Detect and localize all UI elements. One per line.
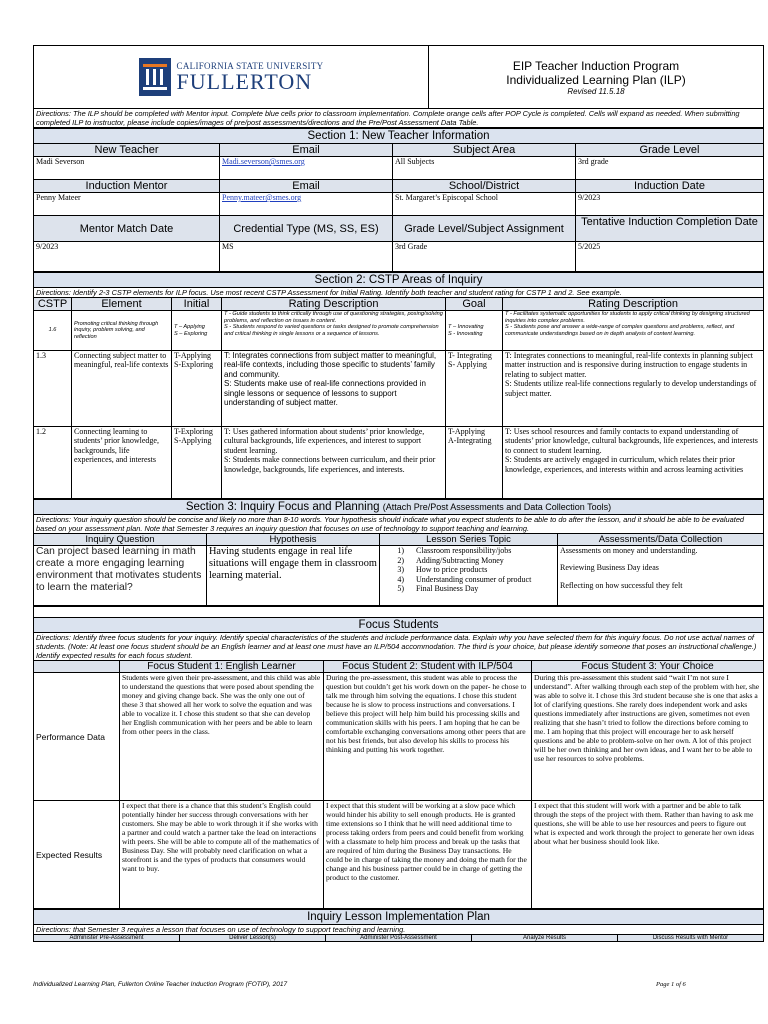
example-goal: T – Innovating S - Innovating	[446, 311, 503, 351]
new-teacher-value: Madi Severson	[34, 157, 220, 180]
lesson-series-list: 1) Classroom responsibility/jobs 2) Adding/Subtracting Money 3) How to price products 4) Understanding consumer of product 5) Final Business Day	[380, 546, 558, 606]
mentor-email-header: Email	[220, 180, 393, 193]
completion-value: 5/2025	[576, 242, 764, 272]
university-name: CALIFORNIA STATE UNIVERSITY	[176, 61, 324, 71]
section3-title	[34, 500, 764, 515]
assignment-header: Grade Level/Subject Assignment	[393, 216, 576, 242]
logo-cell	[34, 46, 429, 109]
header-directions: Directions: The ILP should be completed with Mentor input. Complete blue cells prior to classroom implementation. Complete orange cells after POP Cycle is completed. Cells will expand as needed. When submitting completed ILP to instructor, please include copies/images of pre/post assessments/directions and the Pre/Post Assessment Data Table.	[34, 109, 764, 128]
assessment-1: Assessments on money and understanding.	[560, 546, 698, 555]
goal-header: Goal	[446, 298, 503, 311]
section1-table	[33, 128, 764, 272]
assignment-value: 3rd Grade	[393, 242, 576, 272]
hypothesis-header: Hypothesis	[207, 534, 380, 546]
example-rating: T - Guide students to think critically through use of questioning strategies, posing/solving problems, and reflection on issues in content. S - Students respond to varied questions or tasks designed to promote comprehension and critical thinking in single lessons or a sequence of lessons.	[222, 311, 446, 351]
mentor-value: Penny Mateer	[34, 193, 220, 216]
hypothesis-value: Having students engage in real life situations will engage them in classroom learning material.	[207, 546, 380, 606]
footer-left: Individualized Learning Plan, Fullerton Online Teacher Induction Program (FOTIP), 2017	[33, 981, 288, 988]
assessments-list	[558, 546, 764, 606]
csuf-seal-icon	[139, 58, 171, 96]
performance-data-label: Performance Data	[34, 673, 120, 801]
goal-rating-header: Rating Description	[503, 298, 764, 311]
example-initial: T – Applying S – Exploring	[172, 311, 222, 351]
example-element: Promoting critical thinking through inquiry, problem solving, and reflection	[72, 311, 172, 351]
revised-date: Revised 11.5.18	[567, 86, 625, 96]
col-discuss-results: Discuss Results with Mentor	[618, 935, 764, 942]
section3-table	[33, 499, 764, 606]
implementation-title: Inquiry Lesson Implementation Plan	[34, 910, 764, 925]
cstp-row2-initial: T-Exploring S-Applying	[172, 427, 222, 499]
ilp-document	[33, 45, 764, 942]
focus-student-3-expected: I expect that this student will work with a partner and be able to talk through the steps of the project with them. Rather than having to ask me questions, she will be able to use her resources and peers to figure out what is expected and work through the project to generate her own ideas about what her business should look like.	[532, 801, 764, 909]
header-table	[33, 45, 764, 128]
program-cell	[429, 46, 764, 109]
grade-header: Grade Level	[576, 144, 764, 157]
focus-title: Focus Students	[34, 618, 764, 633]
section3-directions: Directions: Your inquiry question should be concise and likely no more than 8-10 words. Your hypothesis should indicate what you expect students to be able to do after the lesson, and it should be able to be evaluated based on your assessment plan. Note that Semester 3 requires an inquiry question that focuses on use of technology to support teaching and learning.	[34, 515, 764, 534]
lesson-topic-3: How to price products	[416, 565, 488, 574]
email-header: Email	[220, 144, 393, 157]
cstp-row1-goal-rating: T: Integrates connections to meaningful, real-life contexts in planning subject matter instruction and is responsive during instruction to engage students in relating to subject matter. S: Students utilize real-life connections regularly to develop understandings of subject matter.	[503, 351, 764, 427]
assessment-3: Reflecting on how successful they felt	[560, 580, 683, 590]
new-teacher-header: New Teacher	[34, 144, 220, 157]
cstp-row1-element: Connecting subject matter to meaningful, real-life contexts	[72, 351, 172, 427]
inquiry-question-header: Inquiry Question	[34, 534, 207, 546]
focus-student-2-performance: During the pre-assessment, this student was able to process the question but couldn’t get his work down on the paper- he chose to talk me through him solving the equations. I chose this student because he is slow to process instructions and conversations. I believe this project will help him build his processing skills and communication skills with his peers. I am hoping that he can be comfortable exchanging conversations among other peers that are not his best friends, but also develop his skills to process his thinking and putting his work together.	[324, 673, 532, 801]
assessment-2: Reviewing Business Day ideas	[560, 563, 659, 573]
subject-value: All Subjects	[393, 157, 576, 180]
school-value: St. Margaret’s Episcopal School	[393, 193, 576, 216]
focus-student-3-performance: During this pre-assessment this student said “wait I’m not sure I understand”. After walking through each step of the problem with her, she was able to solve it. I chose this 3rd student because she is one that asks a lot of clarifying questions. She rarely does independent work and asks questions immediately after instructions are given, sometimes not even realizing that she hasn’t tried to follow the directions before coming to me. I am hoping that this project will encourage her to ask herself questions and be able to problem-solve on her own. A lot of this project will be her own thinking and her own ideas, and I want her to be able to use her resources to solve problems.	[532, 673, 764, 801]
grade-value: 3rd grade	[576, 157, 764, 180]
section1-title: Section 1: New Teacher Information	[34, 129, 764, 144]
example-goal-rating: T - Facilitates systematic opportunities for students to apply critical thinking by designing structured inquiries into complex problems. S - Students pose and answer a wide-range of complex questions and problems, reflect, and communicate understandings based on in depth analysis of content learning.	[503, 311, 764, 351]
lesson-topic-4: Understanding consumer of product	[416, 574, 532, 584]
col-deliver-lessons: Deliver Lesson(s)	[180, 935, 326, 942]
focus-student-2-expected: I expect that this student will be working at a slow pace which would hinder his ability to sell enough products. He is granted time extensions so I think that he will need additional time to process taking orders from peers and could benefit from working with a classmate to help him process and break up the tasks that are required of him during the Business Day transactions. He could be in charge of taking the money and doing the math for the change and his business partner could be in charge of getting the product to the customer.	[324, 801, 532, 909]
focus-student-3-header: Focus Student 3: Your Choice	[532, 661, 764, 673]
section3-title-sub: (Attach Pre/Post Assessments and Data Collection Tools)	[382, 502, 612, 512]
lesson-topic-5: Final Business Day	[416, 584, 479, 593]
rating-header: Rating Description	[222, 298, 446, 311]
lesson-topic-1: Classroom responsibility/jobs	[416, 546, 512, 555]
example-cstp: 1.6	[34, 311, 72, 351]
cstp-row1-goal: T- Integrating S- Applying	[446, 351, 503, 427]
focus-student-2-header: Focus Student 2: Student with ILP/504	[324, 661, 532, 673]
inquiry-question-value: Can project based learning in math create a more engaging learning environment that motivates students to learn the material?	[34, 546, 207, 606]
section2-table	[33, 272, 764, 499]
assessments-header: Assessments/Data Collection	[558, 534, 764, 546]
focus-student-1-performance: Students were given their pre-assessment, and this child was able to understand the questions that were posed about spending the money and giving change back. She was the only one out of these 3 that showed all her work to solve the equation and was able to vocalize it. I chose this student so that she can develop her English communication with her peers and be able to learn from other peers in the class.	[120, 673, 324, 801]
credential-header: Credential Type (MS, SS, ES)	[220, 216, 393, 242]
induction-date-value: 9/2023	[576, 193, 764, 216]
cstp-row2-element: Connecting learning to students’ prior knowledge, backgrounds, life experiences, and interests	[72, 427, 172, 499]
section3-title-main: Section 3: Inquiry Focus and Planning	[185, 501, 380, 513]
focus-students-table	[33, 606, 764, 909]
cstp-row1-number: 1.3	[34, 351, 72, 427]
cstp-row2-rating: T: Uses gathered information about students’ prior knowledge, cultural backgrounds, life experiences, and interest to support student learning. S: Students make connections between curriculum, and their prior knowledge, backgrounds, life experiences, and interests.	[222, 427, 446, 499]
expected-results-label: Expected Results	[34, 801, 120, 909]
focus-directions: Directions: Identify three focus students for your inquiry. Identify special characteristics of the students and include performance data. Explain why you have selected them for this inquiry focus. Do not use actual names of students. (Note: At least one focus student should be an English learner and at least one must have an ILP/504 accommodation. The third is your choice, but please identify someone that poses an instructional challenge.) Identify expected results for each focus student.	[34, 633, 764, 661]
initial-header: Initial	[172, 298, 222, 311]
match-date-value: 9/2023	[34, 242, 220, 272]
cstp-row2-goal: T-Applying A-Integrating	[446, 427, 503, 499]
implementation-table	[33, 909, 764, 942]
focus-student-1-expected: I expect that there is a chance that this student’s English could potentially hinder her success through conversations with her customers. She may be able to work through it if she works with a partner and could watch a partner take the lead on interactions with peers. She will be able to compute all of the mathematics of Business Day. She will probably need clarification on what a storefront is and the types of products that consumers would want to buy.	[120, 801, 324, 909]
cstp-header: CSTP	[34, 298, 72, 311]
footer-page-number: Page 1 of 6	[656, 981, 686, 988]
lesson-series-header: Lesson Series Topic	[380, 534, 558, 546]
section2-title: Section 2: CSTP Areas of Inquiry	[34, 273, 764, 288]
teacher-email-link[interactable]: Madi.severson@smes.org	[222, 157, 305, 166]
lesson-topic-2: Adding/Subtracting Money	[416, 555, 504, 565]
col-pre-assessment: Administer Pre-Assessment	[34, 935, 180, 942]
program-title: EIP Teacher Induction Program	[512, 58, 680, 73]
credential-value: MS	[220, 242, 393, 272]
implementation-directions: Directions: that Semester 3 requires a lesson that focuses on use of technology to support teaching and learning.	[34, 925, 764, 935]
focus-student-1-header: Focus Student 1: English Learner	[120, 661, 324, 673]
cstp-row2-goal-rating: T: Uses school resources and family contacts to expand understanding of students’ prior knowledge, cultural backgrounds, life experiences, and interests to connect to student learning. S: Students are actively engaged in curriculum, which relates their prior knowledge, experiences, and interests within and across learning activities	[503, 427, 764, 499]
col-post-assessment: Administer Post-Assessment	[326, 935, 472, 942]
mentor-header: Induction Mentor	[34, 180, 220, 193]
completion-header: Tentative Induction Completion Date	[576, 216, 764, 242]
match-date-header: Mentor Match Date	[34, 216, 220, 242]
cstp-row2-number: 1.2	[34, 427, 72, 499]
col-analyze-results: Analyze Results	[472, 935, 618, 942]
cstp-row1-rating: T: Integrates connections from subject matter to meaningful, real-life contexts, including those specific to students’ family and community. S: Students make use of real-life connections provided in single lessons or sequence of lessons to support understanding of subject matter.	[222, 351, 446, 427]
campus-name: FULLERTON	[176, 69, 313, 94]
mentor-email-link[interactable]: Penny.mateer@smes.org	[222, 193, 302, 202]
induction-date-header: Induction Date	[576, 180, 764, 193]
section2-directions: Directions: Identify 2-3 CSTP elements for ILP focus. Use most recent CSTP Assessment for Initial Rating. Identify both teacher and student rating for CSTP 1 and 2. See example.	[34, 288, 764, 298]
element-header: Element	[72, 298, 172, 311]
plan-title: Individualized Learning Plan (ILP)	[506, 72, 686, 87]
school-header: School/District	[393, 180, 576, 193]
subject-header: Subject Area	[393, 144, 576, 157]
cstp-row1-initial: T-Applying S-Exploring	[172, 351, 222, 427]
